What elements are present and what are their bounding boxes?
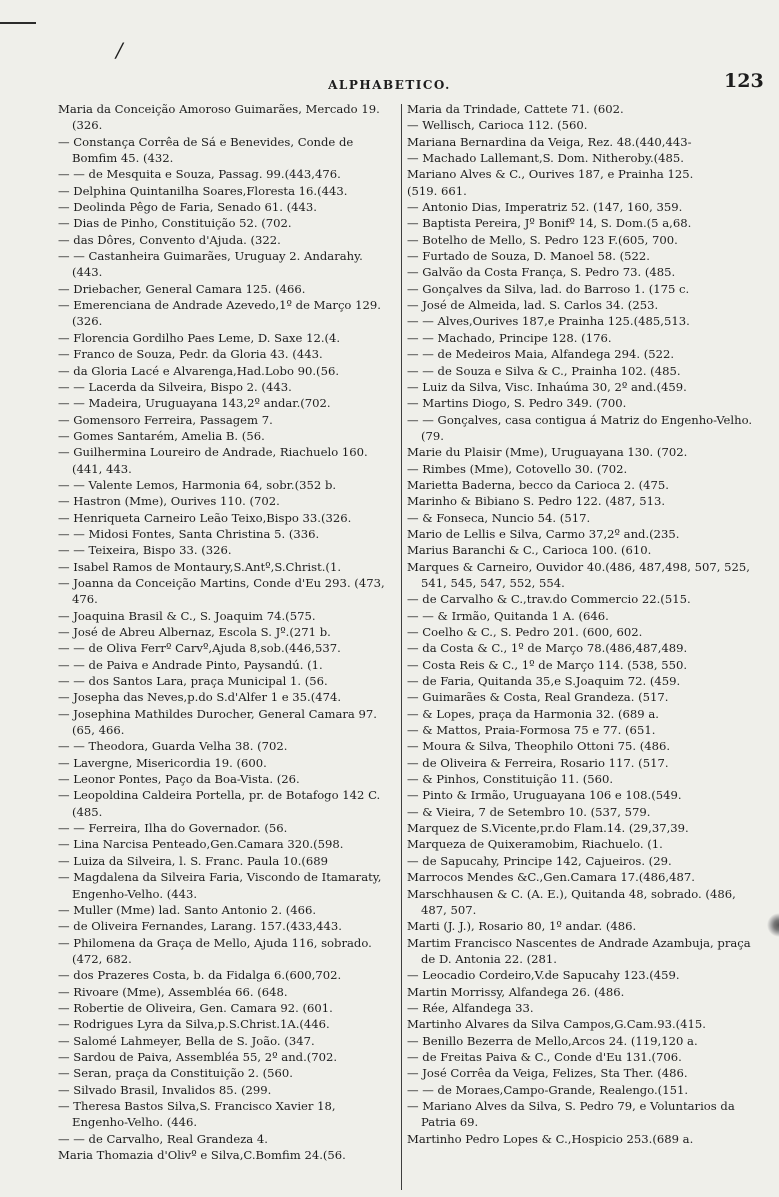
directory-entry: — de Oliveira & Ferreira, Rosario 117. (517.	[407, 755, 669, 770]
directory-entry: — Guilhermina Loureiro de Andrade, Riachuelo 160. (441, 443.	[58, 445, 368, 476]
directory-entry: — Robertie de Oliveira, Gen. Camara 92. (601.	[58, 1000, 333, 1015]
directory-entry: — Hastron (Mme), Ourives 110. (702.	[58, 494, 280, 509]
directory-entry: Mario de Lellis e Silva, Carmo 37,2º and.(235.	[407, 526, 680, 541]
directory-entry: — José de Abreu Albernaz, Escola S. Jº.(271 b.	[58, 625, 331, 639]
directory-entry: — dos Prazeres Costa, b. da Fidalga 6.(600,702.	[58, 968, 342, 983]
column-divider	[401, 104, 402, 1190]
directory-entry: — — de Mesquita e Souza, Passag. 99.(443,476.	[58, 167, 341, 182]
directory-entry: — Leocadio Cordeiro,V.de Sapucahy 123.(459.	[407, 968, 680, 983]
directory-entry: Maria Thomazia d'Olivº e Silva,C.Bomfim 24.(56.	[58, 1148, 346, 1162]
directory-entry: — Josephina Mathildes Durocher, General Camara 97. (65, 466.	[58, 706, 377, 738]
directory-entry: — Emerenciana de Andrade Azevedo,1º de Março 129. (326.	[58, 298, 381, 329]
left-column	[58, 101, 394, 1163]
directory-entry: Martim Francisco Nascentes de Andrade Azambuja, praça de D. Antonia 22. (281.	[407, 935, 751, 966]
directory-entry: Marqueza de Quixeramobim, Riachuelo. (1.	[407, 837, 663, 852]
directory-entry: — — de Oliva Ferrº Carvº,Ajuda 8,sob.(446,537.	[58, 641, 341, 656]
page-header-title: ALPHABETICO.	[328, 78, 451, 92]
directory-entry: Martinho Alvares da Silva Campos,G.Cam.93.(415.	[407, 1017, 706, 1032]
directory-entry: — — Lacerda da Silveira, Bispo 2. (443.	[58, 379, 292, 394]
tick-mark: /	[116, 38, 123, 62]
directory-entry: — Seran, praça da Constituição 2. (560.	[58, 1066, 293, 1081]
directory-entry: — — Valente Lemos, Harmonia 64, sobr.(352 b.	[58, 477, 337, 492]
directory-entry: — Magdalena da Silveira Faria, Viscondo de Itamaraty, Engenho-Velho. (443.	[58, 870, 382, 901]
directory-entry: — Sardou de Paiva, Assembléa 55, 2º and.(702.	[58, 1049, 338, 1064]
directory-entry: — Costa Reis & C., 1º de Março 114. (538, 550.	[407, 657, 688, 672]
top-rule	[0, 22, 36, 24]
directory-entry: — Furtado de Souza, D. Manoel 58. (522.	[407, 249, 650, 264]
directory-entry: Marquez de S.Vicente,pr.do Flam.14. (29,37,39.	[407, 821, 689, 836]
directory-entry: — Martins Diogo, S. Pedro 349. (700.	[407, 396, 627, 411]
page-number: 123	[724, 70, 764, 92]
directory-entry: — Constança Corrêa de Sá e Benevides, Conde de Bomfim 45. (432.	[58, 134, 354, 166]
directory-entry: — — Teixeira, Bispo 33. (326.	[58, 543, 232, 558]
directory-entry: — de Faria, Quitanda 35,e S.Joaquim 72. (459.	[407, 674, 681, 689]
directory-entry: — de Carvalho & C.,trav.do Commercio 22.(515.	[407, 592, 691, 607]
directory-entry: — José Corrêa da Veiga, Felizes, Sta Ther. (486.	[407, 1066, 688, 1081]
directory-entry: — Silvado Brasil, Invalidos 85. (299.	[58, 1082, 272, 1097]
directory-entry: — Wellisch, Carioca 112. (560.	[407, 118, 588, 133]
directory-entry: — — de Souza e Silva & C., Prainha 102. (485.	[407, 363, 681, 378]
directory-entry: — Moura & Silva, Theophilo Ottoni 75. (486.	[407, 739, 671, 754]
directory-entry: — — dos Santos Lara, praça Municipal 1. (56.	[58, 674, 328, 689]
directory-entry: — — Alves,Ourives 187,e Prainha 125.(485,513.	[407, 314, 690, 329]
directory-entry: — Antonio Dias, Imperatriz 52. (147, 160, 359.	[407, 200, 683, 215]
directory-entry: Marrocos Mendes &C.,Gen.Camara 17.(486,487.	[407, 870, 695, 885]
directory-entry: — Theresa Bastos Silva,S. Francisco Xavier 18, Engenho-Velho. (446.	[58, 1098, 336, 1130]
directory-entry: — Muller (Mme) lad. Santo Antonio 2. (466.	[58, 902, 317, 917]
directory-entry: — Isabel Ramos de Montaury,S.Antº,S.Christ.(1.	[58, 559, 342, 574]
directory-entry: — Henriqueta Carneiro Leão Teixo,Bispo 33.(326.	[58, 510, 352, 525]
directory-entry: Marietta Baderna, becco da Carioca 2. (475.	[407, 477, 669, 492]
directory-entry: — da Gloria Lacé e Alvarenga,Had.Lobo 90.(56.	[58, 363, 340, 378]
directory-entry: Marius Baranchi & C., Carioca 100. (610.	[407, 543, 652, 558]
directory-entry: — Leopoldina Caldeira Portella, pr. de Botafogo 142 C. (485.	[58, 788, 381, 819]
directory-entry: — Botelho de Mello, S. Pedro 123 F.(605, 700.	[407, 232, 678, 247]
directory-entry: — Florencia Gordilho Paes Leme, D. Saxe 12.(4.	[58, 330, 341, 345]
directory-entry: — Rimbes (Mme), Cotovello 30. (702.	[407, 461, 628, 476]
directory-entry: — Luiza da Silveira, l. S. Franc. Paula 10.(689	[58, 853, 329, 868]
directory-entry: — & Vieira, 7 de Setembro 10. (537, 579.	[407, 804, 651, 819]
directory-entry: — Gomensoro Ferreira, Passagem 7.	[58, 412, 273, 427]
directory-entry: — — de Moraes,Campo-Grande, Realengo.(151.	[407, 1082, 689, 1097]
directory-entry: Martin Morrissy, Alfandega 26. (486.	[407, 984, 625, 999]
directory-entry: — — de Carvalho, Real Grandeza 4.	[58, 1131, 268, 1146]
directory-entry: — das Dôres, Convento d'Ajuda. (322.	[58, 232, 281, 247]
directory-entry: — Leonor Pontes, Paço da Boa-Vista. (26.	[58, 772, 300, 787]
directory-entry: — — Gonçalves, casa contigua á Matriz do Engenho-Velho. (79.	[407, 412, 753, 443]
directory-entry: — Joanna da Conceição Martins, Conde d'Eu 293. (473, 476.	[58, 575, 385, 607]
directory-entry: — de Sapucahy, Principe 142, Cajueiros. (29.	[407, 853, 672, 868]
directory-entry: Marie du Plaisir (Mme), Uruguayana 130. (702.	[407, 445, 688, 460]
directory-entry: Martinho Pedro Lopes & C.,Hospicio 253.(689 a.	[407, 1131, 694, 1146]
directory-entry: — Franco de Souza, Pedr. da Gloria 43. (443.	[58, 347, 323, 362]
directory-entry: — Gomes Santarém, Amelia B. (56.	[58, 428, 265, 443]
directory-entry: — Deolinda Pêgo de Faria, Senado 61. (443.	[58, 200, 317, 215]
directory-entry: — Lina Narcisa Penteado,Gen.Camara 320.(598.	[58, 837, 344, 852]
directory-entry: — — & Irmão, Quitanda 1 A. (646.	[407, 608, 609, 623]
directory-entry: — & Pinhos, Constituição 11. (560.	[407, 772, 614, 787]
directory-entry: Mariano Alves & C., Ourives 187, e Prainha 125.	[407, 167, 694, 182]
directory-entry: — Luiz da Silva, Visc. Inhaúma 30, 2º and.(459.	[407, 379, 687, 394]
directory-entry: — Benillo Bezerra de Mello,Arcos 24. (119,120 a.	[407, 1033, 698, 1048]
directory-entry: — — Ferreira, Ilha do Governador. (56.	[58, 821, 288, 836]
directory-entry: — Galvão da Costa França, S. Pedro 73. (485.	[407, 265, 676, 280]
directory-entry: — Guimarães & Costa, Real Grandeza. (517.	[407, 690, 669, 705]
directory-entry: — Delphina Quintanilha Soares,Floresta 16.(443.	[58, 183, 348, 198]
directory-entry: — José de Almeida, lad. S. Carlos 34. (253.	[407, 298, 659, 313]
directory-entry: — Rée, Alfandega 33.	[407, 1000, 534, 1015]
directory-entry: — — de Medeiros Maia, Alfandega 294. (522.	[407, 347, 675, 362]
directory-entry: — Gonçalves da Silva, lad. do Barroso 1. (175 c.	[407, 281, 690, 296]
directory-entry: — — Castanheira Guimarães, Uruguay 2. Andarahy. (443.	[58, 249, 363, 280]
directory-entry: — & Lopes, praça da Harmonia 32. (689 a.	[407, 706, 659, 721]
directory-entry: Marschhausen & C. (A. E.), Quitanda 48, sobrado. (486, 487, 507.	[407, 886, 736, 917]
directory-entry: — Joaquina Brasil & C., S. Joaquim 74.(575.	[58, 608, 316, 623]
directory-entry: — de Oliveira Fernandes, Larang. 157.(433,443.	[58, 919, 342, 934]
directory-entry: — Pinto & Irmão, Uruguayana 106 e 108.(549.	[407, 788, 682, 803]
directory-entry: Marti (J. J.), Rosario 80, 1º andar. (486.	[407, 919, 637, 934]
page-edge-shadow	[767, 870, 779, 980]
directory-entry: — — Midosi Fontes, Santa Christina 5. (336.	[58, 526, 320, 541]
directory-entry: Mariana Bernardina da Veiga, Rez. 48.(440,443-	[407, 134, 692, 149]
directory-entry: Maria da Conceição Amoroso Guimarães, Mercado 19. (326.	[58, 102, 380, 133]
directory-entry: — — de Paiva e Andrade Pinto, Paysandú. (1.	[58, 657, 323, 672]
directory-entry: — Philomena da Graça de Mello, Ajuda 116, sobrado. (472, 682.	[58, 935, 372, 966]
directory-entry: — Mariano Alves da Silva, S. Pedro 79, e Voluntarios da Patria 69.	[407, 1098, 735, 1130]
directory-entry: — Salomé Lahmeyer, Bella de S. João. (347.	[58, 1033, 315, 1048]
directory-entry: — Coelho & C., S. Pedro 201. (600, 602.	[407, 625, 643, 639]
right-column	[407, 101, 759, 1147]
directory-entry: — de Freitas Paiva & C., Conde d'Eu 131.(706.	[407, 1049, 682, 1064]
directory-entry: — Josepha das Neves,p.do S.d'Alfer 1 e 35.(474.	[58, 690, 342, 705]
directory-entry: — Driebacher, General Camara 125. (466.	[58, 281, 306, 296]
directory-entry: Maria da Trindade, Cattete 71. (602.	[407, 102, 624, 116]
directory-entry: — Rodrigues Lyra da Silva,p.S.Christ.1A.(446.	[58, 1017, 330, 1032]
directory-entry: — & Fonseca, Nuncio 54. (517.	[407, 510, 591, 525]
directory-entry: — — Madeira, Uruguayana 143,2º andar.(702.	[58, 396, 331, 411]
directory-entry: — Machado Lallemant,S. Dom. Nitheroby.(485.	[407, 151, 684, 166]
directory-entry: — Lavergne, Misericordia 19. (600.	[58, 755, 267, 770]
directory-entry: Marinho & Bibiano S. Pedro 122. (487, 513.	[407, 494, 666, 509]
directory-entry: — Rivoare (Mme), Assembléa 66. (648.	[58, 984, 288, 999]
directory-entry: — Dias de Pinho, Constituição 52. (702.	[58, 216, 292, 231]
directory-entry: — da Costa & C., 1º de Março 78.(486,487,489.	[407, 641, 688, 656]
directory-entry: — Baptista Pereira, Jº Bonifº 14, S. Dom.(5 a,68.	[407, 216, 692, 231]
directory-entry: Marques & Carneiro, Ouvidor 40.(486, 487,498, 507, 525, 541, 545, 547, 552, 554.	[407, 559, 750, 590]
directory-entry: — & Mattos, Praia-Formosa 75 e 77. (651.	[407, 723, 656, 738]
directory-entry: — — Machado, Principe 128. (176.	[407, 330, 612, 345]
directory-entry: (519. 661.	[407, 183, 467, 198]
directory-entry: — — Theodora, Guarda Velha 38. (702.	[58, 739, 288, 754]
